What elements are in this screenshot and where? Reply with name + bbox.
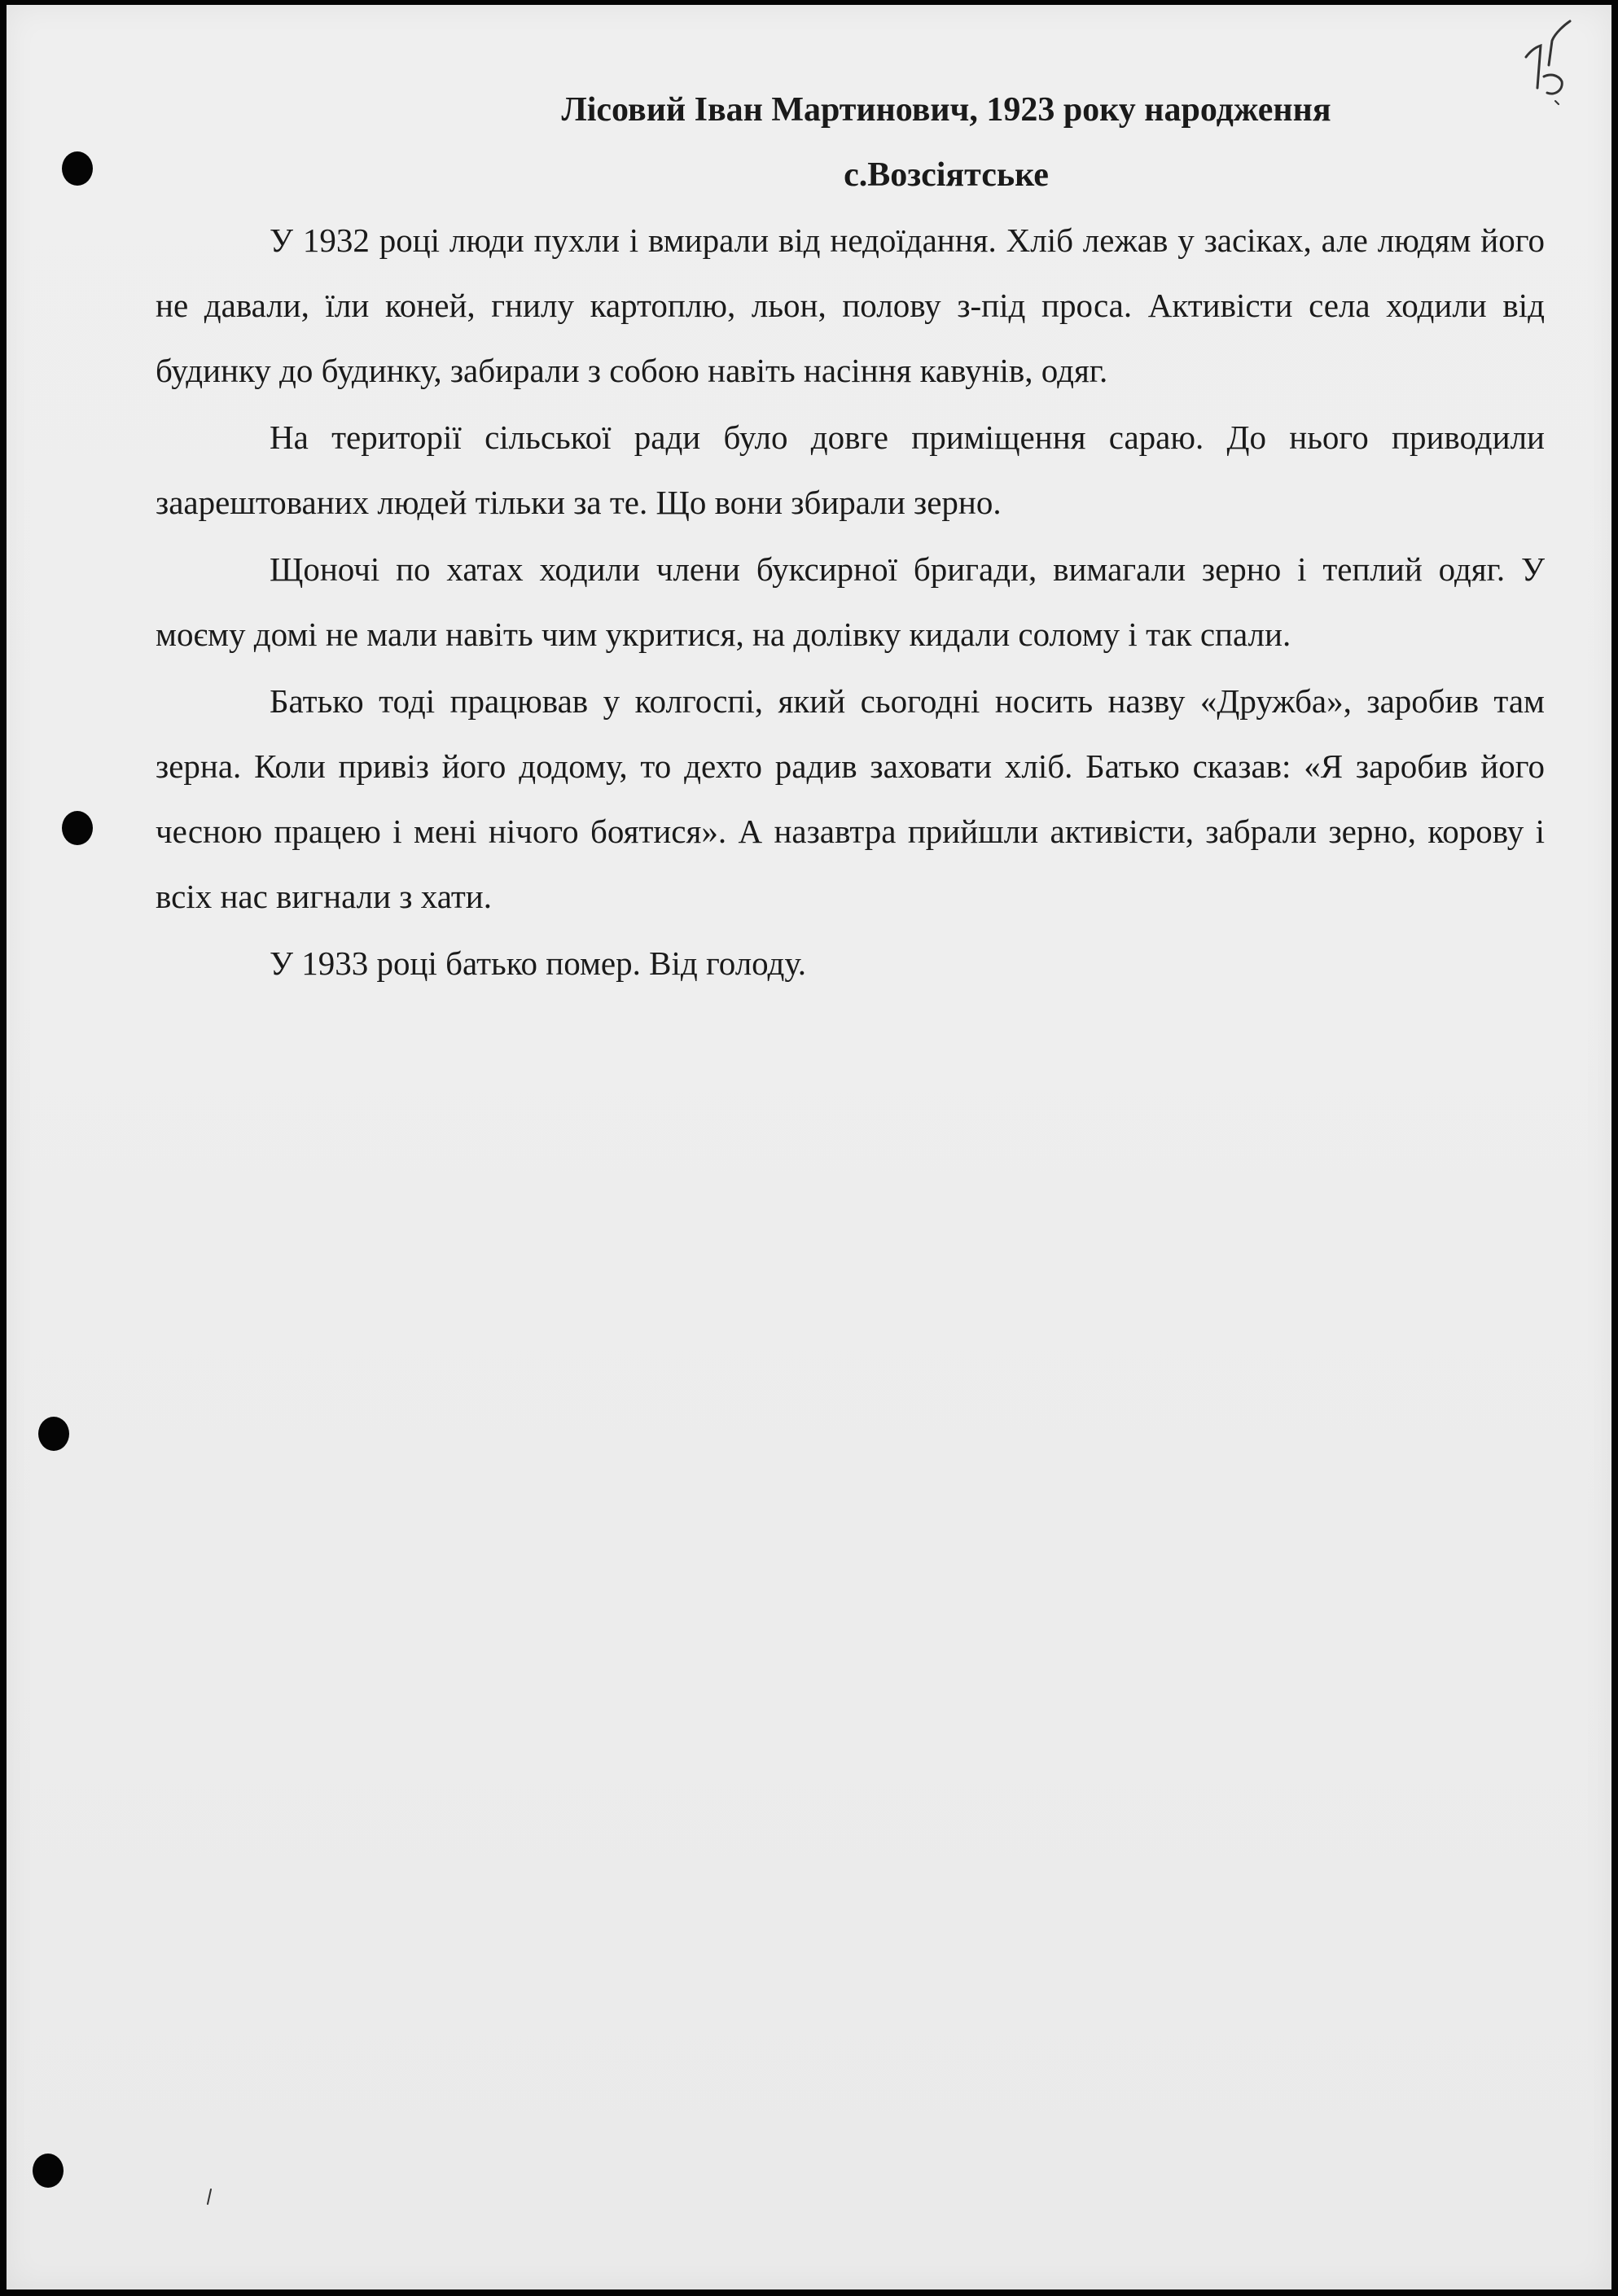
punch-hole [62, 151, 93, 186]
document-subtitle: с.Возсіятське [844, 156, 1049, 194]
document-title: Лісовий Іван Мартинович, 1923 року народження [561, 91, 1331, 129]
punch-hole [33, 2154, 64, 2188]
paragraph-4: Батько тоді працював у колгоспі, який сьогодні носить назву «Дружба», заробив там зерна. Коли привіз його додому, то дехто радив заховати хліб. Батько сказав: «Я заробив його чесною працею і мені нічого боятися». А назавтра прийшли активісти, забрали зерно, корову і всіх нас вигнали з хати. [156, 682, 1545, 915]
document-content [156, 77, 1545, 996]
paragraph-5: У 1933 році батько помер. Від голоду. [270, 944, 807, 982]
punch-hole [62, 811, 93, 845]
paragraph-3: Щоночі по хатах ходили члени буксирної бригади, вимагали зерно і теплий одяг. У моєму домі не мали навіть чим укритися, на долівку кидали солому і так спали. [156, 550, 1545, 653]
paragraph-1: У 1932 році люди пухли і вмирали від недоїдання. Хліб лежав у засіках, але людям його не давали, їли коней, гнилу картоплю, льон, полову з-під проса. Активісти села ходили від будинку до будинку, забирали з собою навіть насіння кавунів, одяг. [156, 221, 1545, 389]
punch-hole [38, 1417, 69, 1451]
stray-pen-mark [206, 2188, 213, 2206]
paragraph-2: На території сільської ради було довге приміщення сараю. До нього приводили заарештованих людей тільки за те. Що вони збирали зерно. [156, 418, 1545, 521]
